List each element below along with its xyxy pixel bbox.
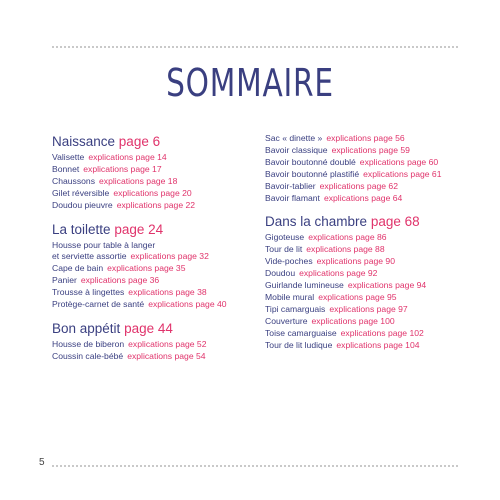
item-name: Gilet réversible [52,187,110,198]
toc-item [52,275,252,287]
toc-item [52,287,252,299]
section-heading [52,320,252,337]
item-name: Housse de biberon [52,338,125,349]
item-page-ref: explications page 35 [107,263,186,274]
item-page-ref: explications page 64 [323,192,403,203]
item-name: Bavoir flamant [265,192,320,203]
toc-item [265,304,475,316]
item-page-ref: explications page 59 [331,144,410,155]
item-page-ref: explications page 95 [318,291,397,302]
item-page-ref: explications page 18 [99,175,178,186]
section-la-toilette [52,221,252,311]
item-name: Toise camarguaise [265,327,337,338]
item-page-ref: explications page 56 [326,133,405,143]
section-title: Dans la chambre [265,214,368,230]
toc-item [52,251,252,263]
toc-item [265,268,475,280]
item-name: Cape de bain [52,263,104,274]
section-bon-appetit-continued [265,133,475,204]
bottom-dotted-rule [52,465,458,467]
item-page-ref: explications page 20 [113,187,192,198]
section-bon-appetit [52,320,252,363]
item-name: Chaussons [52,175,95,186]
item-name: Coussin cale-bébé [52,350,124,361]
item-name: Bonnet [52,163,80,174]
item-name: Vide-poches [265,256,313,267]
item-name: Couverture [265,315,308,326]
item-page-ref: explications page 60 [359,156,439,167]
item-page-ref: explications page 86 [308,232,387,243]
item-name: Tour de lit ludique [265,339,333,350]
section-title: La toilette [52,221,111,237]
section-title: Naissance [52,134,116,149]
item-name: Gigoteuse [265,232,305,243]
item-name: et serviette assortie [52,251,127,262]
item-page-ref: explications page 36 [80,275,160,286]
toc-item [52,152,252,164]
item-page-ref: explications page 62 [319,180,398,191]
toc-item [265,328,475,340]
item-name: Trousse à lingettes [52,287,125,298]
toc-item [265,292,475,304]
item-name: Bavoir boutonné doublé [265,156,356,167]
toc-item [265,133,475,145]
item-name: Mobile mural [265,291,315,302]
item-page-ref: explications page 90 [316,256,395,267]
item-page-ref: explications page 61 [363,168,442,179]
item-page-ref: explications page 38 [128,287,207,298]
toc-item [52,339,252,351]
section-page: page 24 [114,221,164,237]
item-name: Sac « dinette » [265,133,323,143]
toc-item [265,169,475,181]
item-page-ref: explications page 97 [329,303,408,314]
toc-item [265,316,475,328]
toc-item [52,164,252,176]
item-page-ref: explications page 104 [336,339,420,350]
item-page-ref: explications page 32 [130,251,209,262]
item-name: Panier [52,275,77,286]
item-page-ref: explications page 94 [347,280,427,291]
toc-item [52,176,252,188]
toc-item [265,193,475,205]
section-heading [52,221,252,238]
section-page: page 6 [118,134,161,149]
item-name: Doudou pieuvre [52,199,113,210]
toc-item [265,340,475,352]
section-heading [52,133,252,150]
toc-item [265,244,475,256]
item-name: Guirlande lumineuse [265,280,344,291]
item-name: Housse pour table à langer [52,239,156,250]
section-page: page 44 [124,320,173,336]
page-number: 5 [39,457,45,468]
toc-item [52,351,252,363]
item-name: Tipi camarguais [265,303,326,314]
right-column [265,133,475,361]
section-title: Bon appétit [52,320,121,336]
item-name: Bavoir-tablier [265,180,316,191]
toc-item [52,263,252,275]
item-name: Bavoir classique [265,144,328,155]
toc-item [265,280,475,292]
toc-item [265,145,475,157]
item-name: Protège-carnet de santé [52,299,145,310]
toc-item [265,157,475,169]
section-page: page 68 [370,214,420,230]
item-name: Bavoir boutonné plastifié [265,168,360,179]
item-page-ref: explications page 88 [306,244,385,255]
item-page-ref: explications page 14 [88,152,167,162]
item-name: Valisette [52,152,85,162]
item-page-ref: explications page 54 [127,350,206,361]
item-page-ref: explications page 52 [128,338,207,349]
section-naissance [52,133,252,212]
toc-item [52,299,252,311]
left-column [52,133,252,372]
item-page-ref: explications page 100 [311,315,395,326]
item-page-ref: explications page 92 [299,268,378,279]
item-page-ref: explications page 40 [148,299,227,310]
toc-item [52,200,252,212]
item-page-ref: explications page 102 [340,327,424,338]
toc-item [52,240,252,252]
toc-item [52,188,252,200]
item-name: Doudou [265,268,296,279]
toc-item [265,256,475,268]
page-title: SOMMAIRE [166,61,334,105]
toc-item [265,232,475,244]
item-name: Tour de lit [265,244,303,255]
section-dans-la-chambre [265,213,475,351]
top-dotted-rule [52,46,458,48]
item-page-ref: explications page 22 [116,199,196,210]
item-page-ref: explications page 17 [83,163,162,174]
toc-item [265,181,475,193]
section-heading [265,213,475,230]
